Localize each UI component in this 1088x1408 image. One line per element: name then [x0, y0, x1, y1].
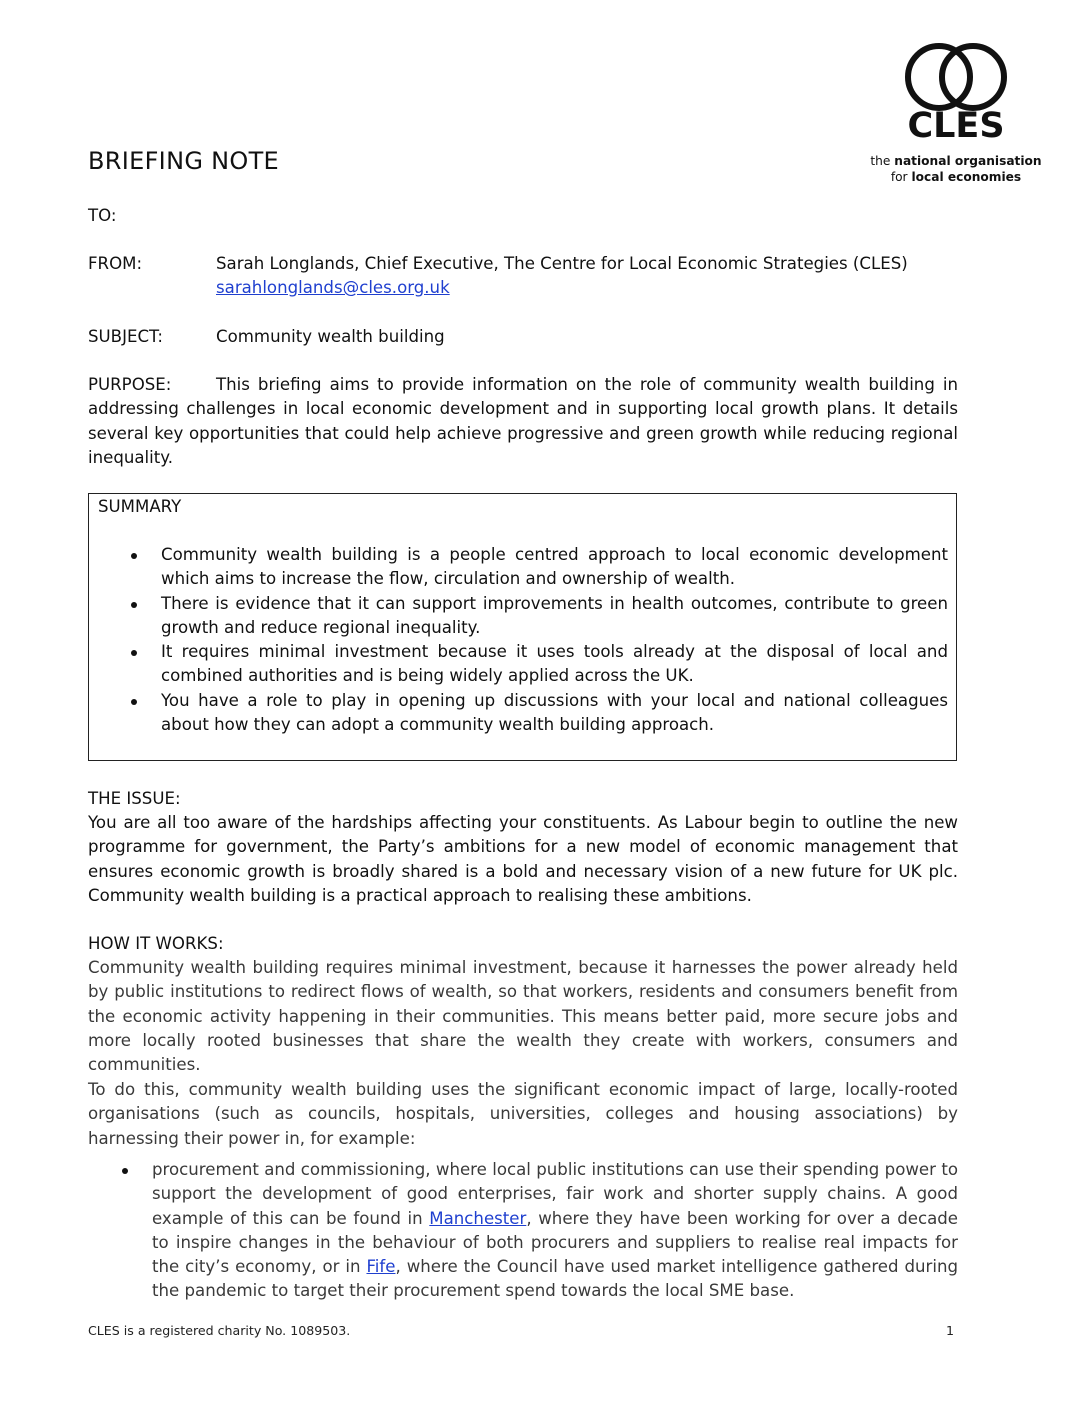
- logo-wordmark: CLES: [907, 106, 1005, 146]
- subject-label: SUBJECT:: [88, 327, 163, 346]
- page-title: BRIEFING NOTE: [88, 147, 280, 175]
- bullet-icon: [131, 553, 137, 559]
- from-label: FROM:: [88, 254, 143, 273]
- bullet-icon: [131, 650, 137, 656]
- how-it-works-body: Community wealth building requires minimal investment, because it harnesses the power already held by public institutions to redirect flows of wealth, so that workers, residents and consumers benefit from the economic activity happening in their communities. This means better paid, more secure jobs and more locally rooted businesses that share the wealth they create with workers, consumers and communities.: [88, 958, 958, 1075]
- how-it-works-body2: To do this, community wealth building uses the significant economic impact of large, locally-rooted organisations (such as councils, hospitals, universities, colleges and housing associations) by harnessing their power in, for example:: [88, 1080, 958, 1148]
- manchester-link[interactable]: Manchester: [429, 1208, 527, 1228]
- summary-item: You have a role to play in opening up discussions with your local and national colleagues about how they can adopt a community wealth building approach.: [161, 689, 948, 738]
- purpose-value: This briefing aims to provide information on the role of community wealth building in addressing challenges in local economic development and in supporting local growth plans. It details several key opportunities that could help achieve progressive and green growth while reducing regional inequality.: [88, 375, 958, 467]
- summary-box: [88, 493, 957, 761]
- bullet-icon: [131, 602, 137, 608]
- summary-item: It requires minimal investment because it uses tools already at the disposal of local and combined authorities and is being widely applied across the UK.: [161, 640, 948, 689]
- page-number: 1: [946, 1323, 955, 1338]
- logo-tagline-line2: for local economies: [890, 170, 1022, 184]
- issue-body: You are all too aware of the hardships affecting your constituents. As Labour begin to outline the new programme for government, the Party’s ambitions for a new model of economic management that ensures economic growth is broadly shared is a bold and necessary vision of a new future for UK plc. Community wealth building is a practical approach to realising these ambitions.: [88, 813, 958, 905]
- cles-logo: [866, 38, 1046, 188]
- bullet-icon: [122, 1168, 128, 1174]
- bullet-icon: [131, 699, 137, 705]
- logo-tagline-line1: the national organisation: [870, 154, 1042, 168]
- subject-value: Community wealth building: [216, 327, 445, 346]
- summary-item: Community wealth building is a people centred approach to local economic development which aims to increase the flow, circulation and ownership of wealth.: [161, 543, 948, 592]
- summary-item: There is evidence that it can support improvements in health outcomes, contribute to green growth and reduce regional inequality.: [161, 592, 948, 641]
- summary-title: SUMMARY: [98, 497, 182, 516]
- from-email-line: [216, 276, 450, 300]
- examples-list: [152, 1158, 958, 1304]
- from-value: Sarah Longlands, Chief Executive, The Centre for Local Economic Strategies (CLES): [216, 254, 908, 273]
- footer-charity-text: CLES is a registered charity No. 1089503.: [88, 1323, 351, 1338]
- purpose-paragraph: [88, 373, 958, 470]
- example-item-procurement: procurement and commissioning, where local public institutions can use their spending power to support the development of good enterprises, fair work and shorter supply chains. A good example of this can be found in Manchester, where they have been working for over a decade to inspire changes in the behaviour of both procurers and suppliers to realise real impacts for the city’s economy, or in Fife, where the Council have used market intelligence gathered during the pandemic to target their procurement spend towards the local SME base.: [152, 1158, 958, 1304]
- interlinked-rings-icon: [902, 38, 1010, 116]
- to-label: TO:: [88, 206, 117, 225]
- purpose-label: PURPOSE:: [88, 375, 172, 394]
- fife-link[interactable]: Fife: [366, 1257, 396, 1277]
- from-email-link[interactable]: sarahlonglands@cles.org.uk: [216, 278, 450, 297]
- summary-list: [161, 543, 948, 737]
- issue-heading: THE ISSUE:: [88, 789, 181, 808]
- how-it-works-heading: HOW IT WORKS:: [88, 934, 224, 953]
